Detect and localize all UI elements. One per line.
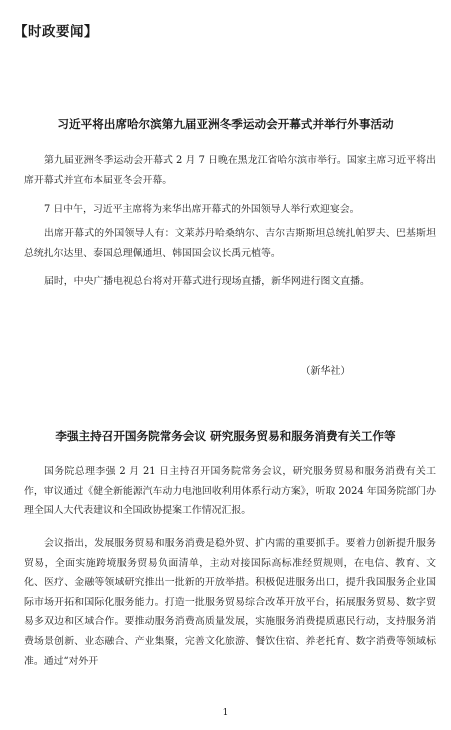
article-1-paragraph-3: 出席开幕式的外国领导人有：文莱苏丹哈桑纳尔、吉尔吉斯斯坦总统扎帕罗夫、巴基斯坦总统扎尔达里、泰国总理佩通坦、韩国国会议长禹元植等。	[24, 228, 436, 259]
article-1-paragraph-2: 7 日中午，习近平主席将为来华出席开幕式的外国领导人举行欢迎宴会。	[44, 204, 360, 215]
article-1-paragraph-4: 届时，中央广播电视总台将对开幕式进行现场直播，新华网进行图文直播。	[44, 276, 370, 287]
section-tag: 【时政要闻】	[14, 24, 98, 40]
article-1-title: 习近平将出席哈尔滨第九届亚洲冬季运动会开幕式并举行外事活动	[57, 117, 394, 131]
article-2-paragraph-2: 会议指出，发展服务贸易和服务消费是稳外贸、扩内需的重要抓手。要着力创新提升服务贸易，全面实施跨境服务贸易负面清单，主动对接国际高标准经贸规则，在电信、教育、文化、医疗、金融等领域研究推出一批新的开放举措。积极促进服务出口，提升我国服务企业国际市场开拓和国际化服务能力。打造一批服务贸易综合改革开放平台，拓展服务贸易、数字贸易多双边和区域合作。要推动服务消费高质量发展，实施服务消费提质惠民行动，支持服务消费场景创新、业态融合、产业集聚，完善文化旅游、餐饮住宿、养老托育、数字消费等领域标准。通过“对外开	[24, 538, 436, 667]
article-1-source: （新华社）	[300, 366, 351, 377]
page-number: 1	[222, 708, 229, 718]
article-1-paragraph-1: 第九届亚洲冬季运动会开幕式 2 月 7 日晚在黑龙江省哈尔滨市举行。国家主席习近平将出席开幕式并宣布本届亚冬会开幕。	[24, 155, 436, 186]
article-2-paragraph-1: 国务院总理李强 2 月 21 日主持召开国务院常务会议，研究服务贸易和服务消费有关工作，审议通过《健全新能源汽车动力电池回收利用体系行动方案》，听取 2024 年国务院部门办理全国人大代表建议和全国政协提案工作情况汇报。	[24, 466, 436, 517]
article-2-title: 李强主持召开国务院常务会议 研究服务贸易和服务消费有关工作等	[55, 429, 396, 443]
